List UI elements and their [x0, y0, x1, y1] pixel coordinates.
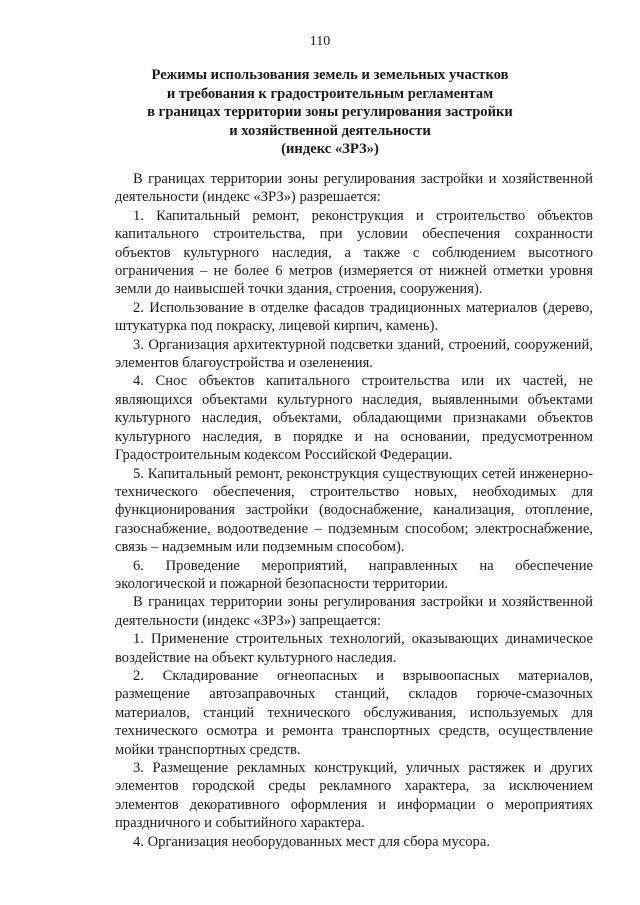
title-line: (индекс «ЗРЗ») [281, 141, 379, 157]
permitted-intro: В границах территории зоны регулирования застройки и хозяйственной деятельности (индекс «ЗРЗ») разрешается: [115, 171, 593, 206]
permitted-item-4: 4. Снос объектов капитального строительства или их частей, не являющихся объектами культурного наследия, выявленными объектами культурного наследия, объектами, обладающими признаками объектов культурного наследия, в порядке и на основании, предусмотренном Градостроительным кодексом Российской Федерации. [115, 373, 593, 464]
page-number: 110 [309, 34, 331, 49]
prohibited-item-1: 1. Применение строительных технологий, оказывающих динамическое воздействие на объект культурного наследия. [115, 631, 593, 666]
title-line: Режимы использования земель и земельных участков [151, 67, 509, 83]
permitted-item-3: 3. Организация архитектурной подсветки зданий, строений, сооружений, элементов благоустройства и озеленения. [115, 336, 593, 372]
section-title [110, 66, 550, 159]
title-line: в границах территории зоны регулирования застройки [147, 104, 513, 120]
permitted-item-1: 1. Капитальный ремонт, реконструкция и строительство объектов капитального строительства, при условии обеспечения сохранности объектов культурного наследия, а также с соблюдением высотного ограничения – не более 6 метров (измеряется от нижней отметки уровня земли до наивысшей точки здания, строения, сооружения). [115, 207, 593, 298]
prohibited-item-4: 4. Организация необорудованных мест для сбора мусора. [133, 833, 490, 850]
title-line: и требования к градостроительным регламентам [166, 85, 494, 102]
prohibited-item-2: 2. Складирование огнеопасных и взрывоопасных материалов, размещение автозаправочных станций, складов горюче-смазочных материалов, станций технического обслуживания, используемых для технического осмотра и ремонта транспортных средств, осуществление мойки транспортных средств. [115, 667, 593, 758]
prohibited-item-3: 3. Размещение рекламных конструкций, уличных растяжек и других элементов городской среды рекламного характера, за исключением элементов декоративного оформления и информации о мероприятиях праздничного и событийного характера. [115, 760, 593, 832]
document-body [115, 170, 593, 851]
prohibited-intro: В границах территории зоны регулирования застройки и хозяйственной деятельности (индекс «ЗРЗ») запрещается: [115, 594, 593, 629]
permitted-item-5: 5. Капитальный ремонт, реконструкция существующих сетей инженерно-технического обеспечения, строительство новых, необходимых для функционирования застройки (водоснабжение, канализация, отопление, газоснабжение, водоотведение – подземным способом; электроснабжение, связь – надземным или подземным способом). [115, 465, 593, 556]
title-line: и хозяйственной деятельности [229, 122, 431, 139]
permitted-item-2: 2. Использование в отделке фасадов традиционных материалов (дерево, штукатурка под покраску, лицевой кирпич, камень). [115, 299, 593, 335]
permitted-item-6: 6. Проведение мероприятий, направленных на обеспечение экологической и пожарной безопасности территории. [115, 557, 593, 592]
